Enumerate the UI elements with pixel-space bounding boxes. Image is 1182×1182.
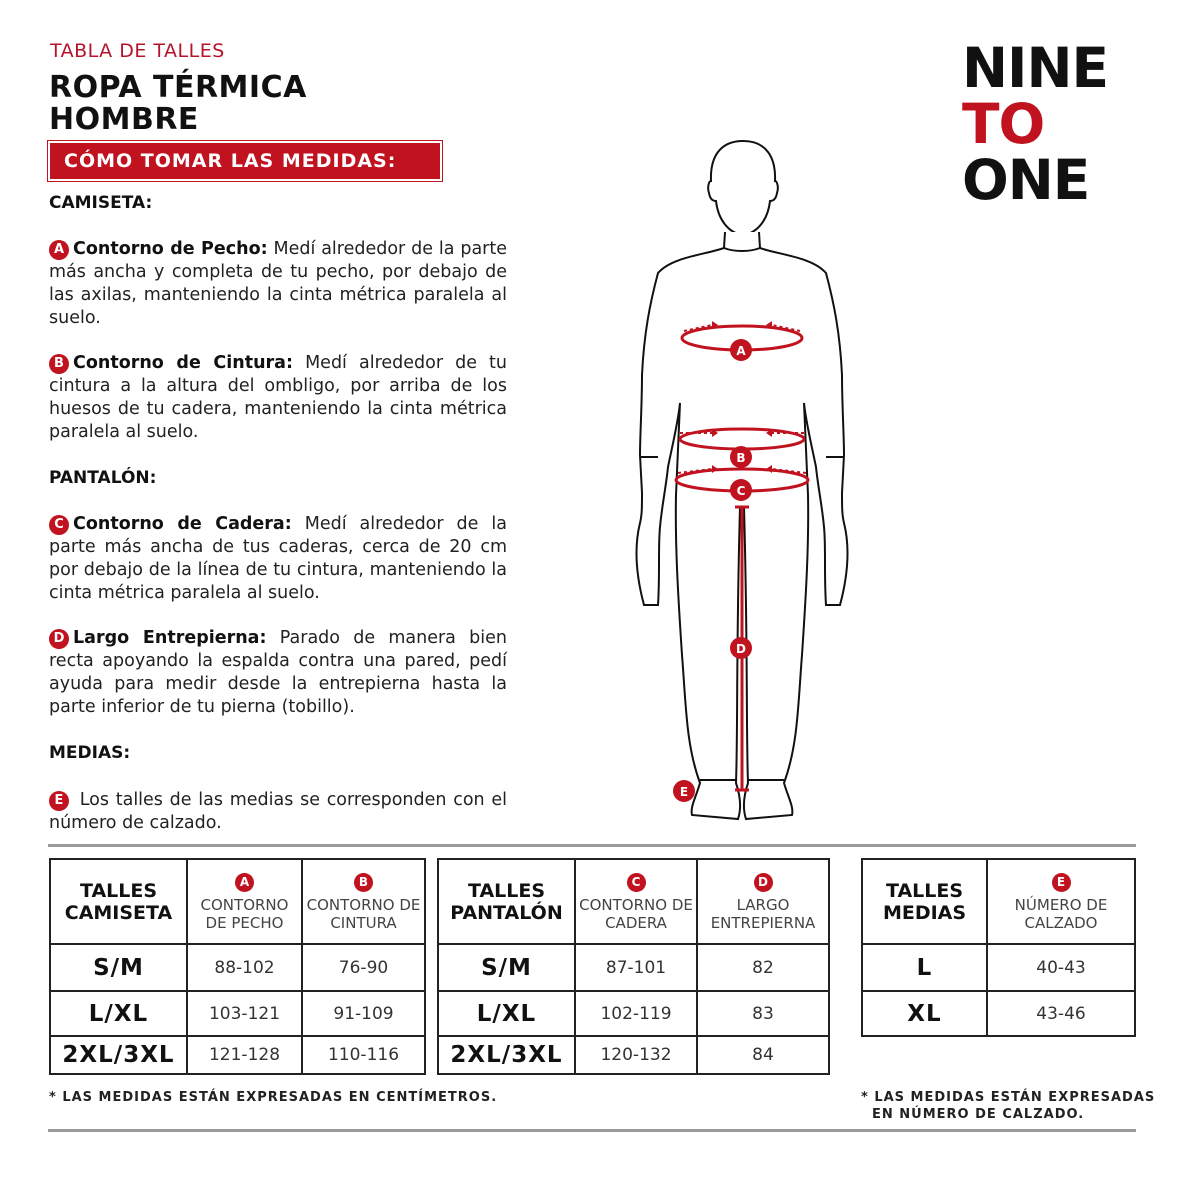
figure-head	[708, 141, 778, 235]
measure-e-desc: Los talles de las medias se corresponden con el número de calzado.	[49, 790, 507, 833]
value-cell: 110-116	[302, 1036, 425, 1074]
size-cell: XL	[862, 991, 987, 1036]
logo-line-1: NINE	[962, 36, 1109, 100]
col-label-calzado: NÚMERO DE CALZADO	[1014, 895, 1108, 932]
table-camiseta-head: TALLES CAMISETA	[50, 859, 187, 944]
measure-c-desc: Medí alrededor de la parte más ancha de tus caderas, cerca de 20 cm por debajo de la línea de tu cintura, manteniendo la cinta métrica paralela al suelo.	[49, 514, 507, 603]
title-line-1: ROPA TÉRMICA	[49, 70, 307, 105]
table-camiseta-col2	[302, 859, 425, 944]
badge-e-icon: E	[49, 791, 69, 811]
value-cell: 43-46	[987, 991, 1135, 1036]
figure-marker-b-icon	[730, 446, 752, 468]
value-cell: 102-119	[575, 991, 697, 1036]
eyebrow-title: TABLA DE TALLES	[50, 40, 225, 62]
title-line-2: HOMBRE	[49, 102, 199, 137]
size-cell: 2XL/3XL	[438, 1036, 575, 1074]
table-pantalon	[437, 858, 830, 1075]
table-row	[862, 991, 1135, 1036]
figure-marker-e-icon	[673, 780, 695, 802]
col-label-cintura: CONTORNO DE CINTURA	[306, 895, 421, 932]
measure-d-text	[49, 627, 507, 719]
value-cell: 84	[697, 1036, 829, 1074]
measure-b-text	[49, 352, 507, 444]
svg-text:A: A	[736, 344, 746, 358]
value-cell: 83	[697, 991, 829, 1036]
table-camiseta	[49, 858, 426, 1075]
table-camiseta-col1	[187, 859, 302, 944]
figure-marker-d-icon	[730, 637, 752, 659]
size-cell: L/XL	[50, 991, 187, 1036]
col-badge-e-icon: E	[1052, 873, 1071, 892]
col-label-entrepierna: LARGO ENTREPIERNA	[710, 895, 816, 932]
table-row	[50, 991, 425, 1036]
table-row	[862, 944, 1135, 991]
badge-a-icon: A	[49, 240, 69, 260]
measure-d-desc: Parado de manera bien recta apoyando la espalda contra una pared, pedí ayuda para medir desde la entrepierna hasta la parte inferior de tu pierna (tobillo).	[49, 628, 507, 717]
note-shoe-size	[861, 1089, 1155, 1123]
table-row	[438, 1036, 829, 1074]
table-row	[50, 1036, 425, 1074]
section-medias: MEDIAS:	[49, 743, 131, 763]
divider-top	[48, 844, 1136, 847]
measure-a-text	[49, 238, 507, 330]
section-pantalon: PANTALÓN:	[49, 468, 157, 488]
svg-text:C: C	[736, 484, 746, 498]
figure-marker-a-icon	[730, 339, 752, 361]
measure-d-label: Largo Entrepierna:	[73, 628, 267, 648]
figure-marker-c-icon	[730, 479, 752, 501]
value-cell: 121-128	[187, 1036, 302, 1074]
table-medias	[861, 858, 1136, 1037]
table-row	[50, 944, 425, 991]
section-camiseta: CAMISETA:	[49, 193, 153, 213]
table-medias-head: TALLES MEDIAS	[862, 859, 987, 944]
table-row	[438, 944, 829, 991]
measure-a-label: Contorno de Pecho:	[73, 239, 268, 259]
col-label-cadera: CONTORNO DE CADERA	[579, 895, 693, 932]
logo-line-2: TO	[962, 92, 1045, 156]
how-to-measure-banner: CÓMO TOMAR LAS MEDIDAS:	[50, 143, 440, 179]
size-cell: S/M	[438, 944, 575, 991]
divider-bottom	[48, 1129, 1136, 1132]
badge-c-icon: C	[49, 515, 69, 535]
table-pantalon-col2	[697, 859, 829, 944]
value-cell: 76-90	[302, 944, 425, 991]
size-cell: S/M	[50, 944, 187, 991]
note-centimeters: * LAS MEDIDAS ESTÁN EXPRESADAS EN CENTÍMETROS.	[49, 1090, 498, 1105]
value-cell: 87-101	[575, 944, 697, 991]
col-badge-a-icon: A	[235, 873, 254, 892]
svg-text:B: B	[736, 451, 746, 465]
value-cell: 103-121	[187, 991, 302, 1036]
table-medias-col1	[987, 859, 1135, 944]
table-row	[438, 991, 829, 1036]
size-cell: L	[862, 944, 987, 991]
size-cell: 2XL/3XL	[50, 1036, 187, 1074]
badge-b-icon: B	[49, 354, 69, 374]
measure-e-text	[49, 789, 507, 835]
page-title	[49, 72, 307, 136]
value-cell: 82	[697, 944, 829, 991]
col-label-pecho: CONTORNO DE PECHO	[200, 895, 289, 932]
measure-c-label: Contorno de Cadera:	[73, 514, 292, 534]
size-cell: L/XL	[438, 991, 575, 1036]
measure-b-label: Contorno de Cintura:	[73, 353, 293, 373]
note-shoe-size-line-2: EN NÚMERO DE CALZADO.	[872, 1107, 1085, 1122]
measure-b-desc: Medí alrededor de tu cintura a la altura del ombligo, por arriba de los huesos de tu cadera, manteniendo la cinta métrica paralela al suelo.	[49, 353, 508, 442]
svg-text:E: E	[679, 785, 689, 799]
value-cell: 88-102	[187, 944, 302, 991]
measure-a-desc: Medí alrededor de la parte más ancha y completa de tu pecho, por debajo de las axilas, manteniendo la cinta métrica paralela al suelo.	[49, 239, 507, 328]
col-badge-d-icon: D	[754, 873, 773, 892]
brand-logo	[962, 36, 1109, 212]
badge-d-icon: D	[49, 629, 69, 649]
value-cell: 40-43	[987, 944, 1135, 991]
value-cell: 91-109	[302, 991, 425, 1036]
table-pantalon-head: TALLES PANTALÓN	[438, 859, 575, 944]
svg-text:D: D	[736, 642, 746, 656]
note-shoe-size-line-1: * LAS MEDIDAS ESTÁN EXPRESADAS	[861, 1090, 1156, 1105]
table-pantalon-col1	[575, 859, 697, 944]
col-badge-c-icon: C	[627, 873, 646, 892]
col-badge-b-icon: B	[354, 873, 373, 892]
value-cell: 120-132	[575, 1036, 697, 1074]
body-measurement-figure	[620, 135, 880, 825]
measure-c-text	[49, 513, 507, 605]
logo-line-3: ONE	[962, 148, 1090, 212]
